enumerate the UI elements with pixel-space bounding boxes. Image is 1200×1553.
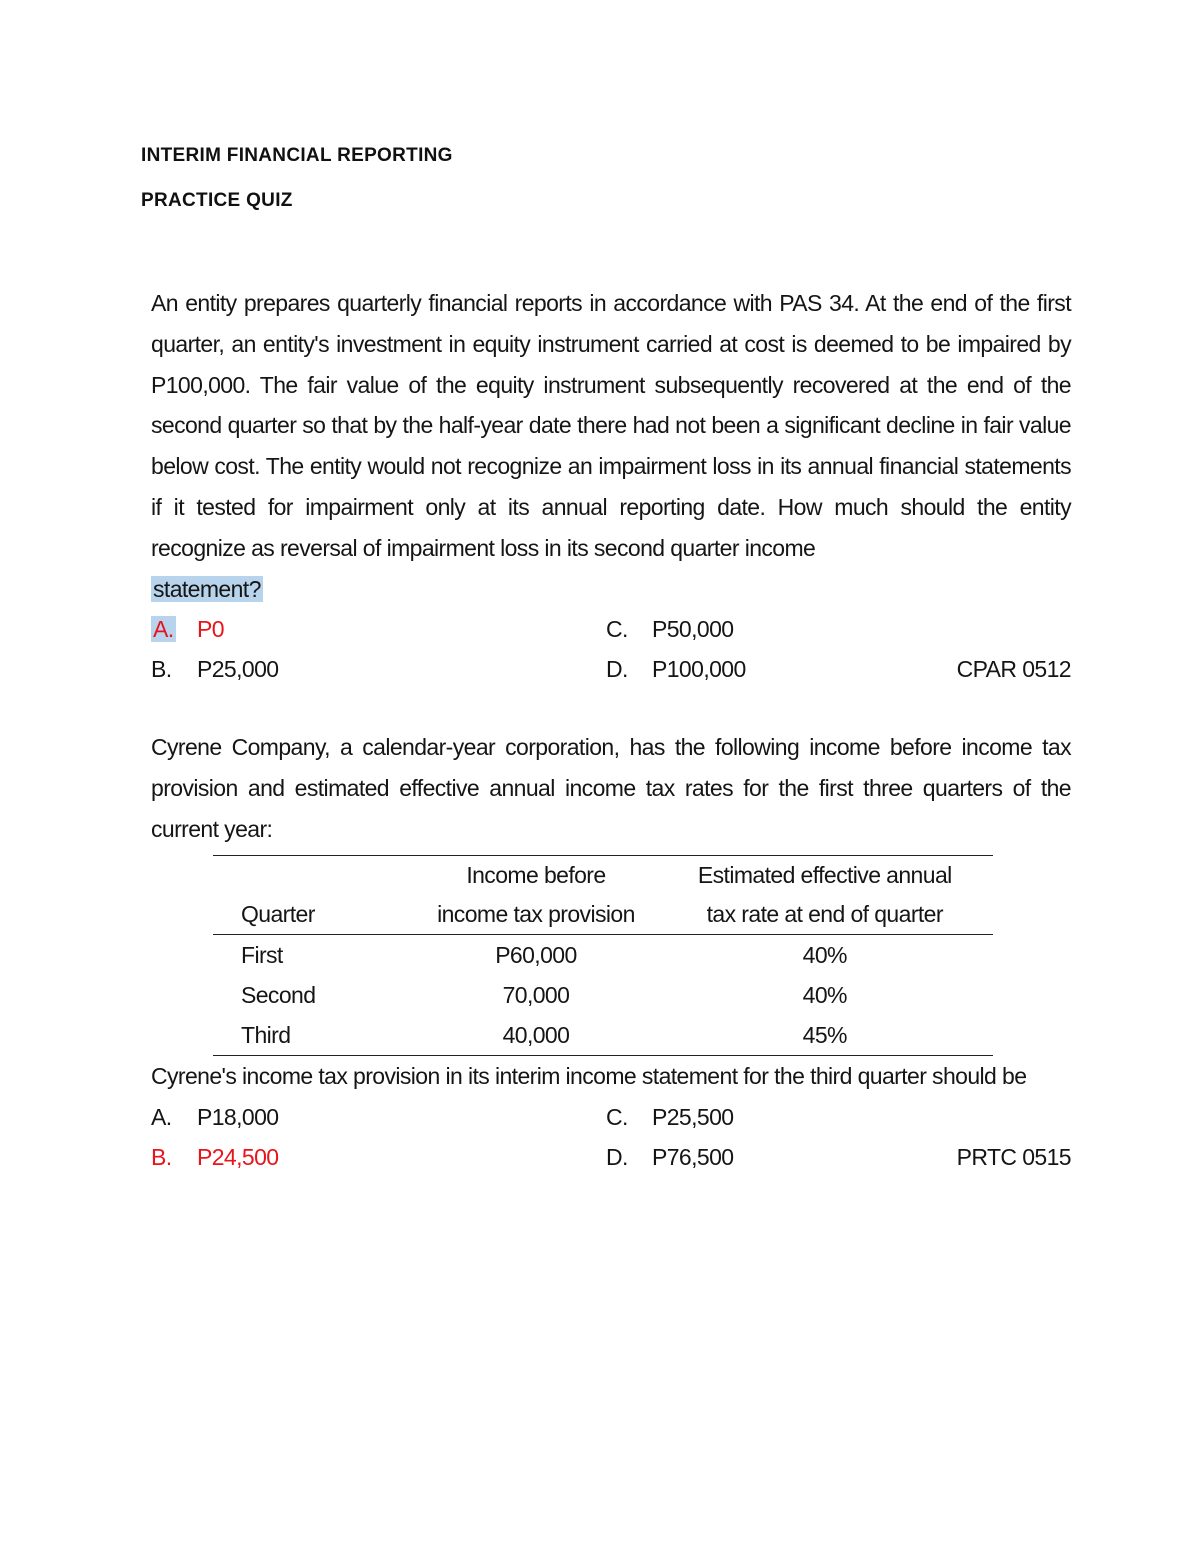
- option-value: P24,500: [197, 1144, 279, 1171]
- option-d[interactable]: [606, 649, 746, 690]
- table-header-row: [213, 895, 993, 935]
- options-row: [151, 1097, 1071, 1137]
- cell-income: 40,000: [415, 1015, 656, 1056]
- question-1: [151, 283, 1071, 689]
- option-letter: D.: [606, 1144, 628, 1171]
- question-2: [151, 727, 1071, 1177]
- question-1-text-end: [151, 569, 1071, 610]
- cell-rate: 40%: [802, 982, 847, 1009]
- cell-income: P60,000: [495, 942, 577, 969]
- table-row: [213, 975, 993, 1015]
- option-value: P25,000: [197, 656, 279, 683]
- option-letter: A.: [153, 616, 174, 643]
- option-b[interactable]: [151, 1137, 279, 1178]
- option-value: P18,000: [197, 1104, 279, 1131]
- option-letter: B.: [151, 656, 172, 683]
- option-d[interactable]: [606, 1137, 734, 1178]
- option-value: P100,000: [652, 656, 746, 683]
- tax-rate-table: [213, 855, 993, 1056]
- cell-income: 70,000: [502, 982, 570, 1009]
- table-row: [213, 1015, 993, 1056]
- option-letter: B.: [151, 1144, 172, 1171]
- question-2-intro: Cyrene Company, a calendar-year corporation, has the following income before income tax provision and estimated effective annual income tax rates for the first three quarters of the current year:: [151, 734, 1071, 842]
- option-value: P76,500: [652, 1144, 734, 1171]
- document-title: INTERIM FINANCIAL REPORTING: [141, 145, 453, 166]
- table-row: [213, 935, 993, 976]
- option-letter: C.: [606, 616, 628, 643]
- option-letter: A.: [151, 1104, 172, 1131]
- options-row: [151, 649, 1071, 689]
- option-value: P25,500: [652, 1104, 734, 1131]
- highlighted-text: statement?: [153, 575, 261, 602]
- question-source: CPAR 0512: [956, 656, 1071, 683]
- option-a[interactable]: [151, 1097, 279, 1138]
- option-b[interactable]: [151, 649, 279, 690]
- options-row: [151, 1137, 1071, 1177]
- cell-rate: 45%: [657, 1015, 993, 1056]
- question-1-body: An entity prepares quarterly financial reports in accordance with PAS 34. At the end of the first quarter, an entity's investment in equity instrument carried at cost is deemed to be impaired by P100,000. The fair value of the equity instrument subsequently recovered at the end of the second quarter so that by the half-year date there had not been a significant decline in fair value below cost. The entity would not recognize an impairment loss in its annual financial statements if it tested for impairment only at its annual reporting date. How much should the entity recognize as reversal of impairment loss in its second quarter income: [151, 290, 1071, 561]
- option-letter: D.: [606, 656, 628, 683]
- tax-rate-table-wrapper: [213, 855, 993, 1056]
- cell-rate: 40%: [802, 942, 847, 969]
- document-subtitle: PRACTICE QUIZ: [141, 190, 293, 211]
- column-header-income-line1: Income before: [415, 856, 656, 896]
- table-header-row: [213, 856, 993, 896]
- column-header-rate-line1: Estimated effective annual: [657, 856, 993, 896]
- question-source: PRTC 0515: [956, 1144, 1071, 1171]
- option-letter: C.: [606, 1104, 628, 1131]
- column-header-income-line2: income tax provision: [415, 895, 656, 935]
- option-value: P0: [197, 616, 224, 643]
- options-row: [151, 609, 1071, 649]
- cell-quarter: Second: [241, 982, 316, 1009]
- question-1-options: [151, 609, 1071, 689]
- cell-quarter: Third: [213, 1015, 415, 1056]
- option-value: P50,000: [652, 616, 734, 643]
- question-1-text: [151, 283, 1071, 569]
- option-c[interactable]: [606, 1097, 734, 1138]
- option-c[interactable]: [606, 609, 734, 650]
- question-2-options: [151, 1097, 1071, 1177]
- column-header-quarter: Quarter: [213, 895, 415, 935]
- question-2-prompt: Cyrene's income tax provision in its interim income statement for the third quarter should be: [151, 1063, 1027, 1090]
- column-header-rate-line2: tax rate at end of quarter: [657, 895, 993, 935]
- cell-quarter: First: [241, 942, 283, 969]
- option-a[interactable]: [151, 609, 224, 650]
